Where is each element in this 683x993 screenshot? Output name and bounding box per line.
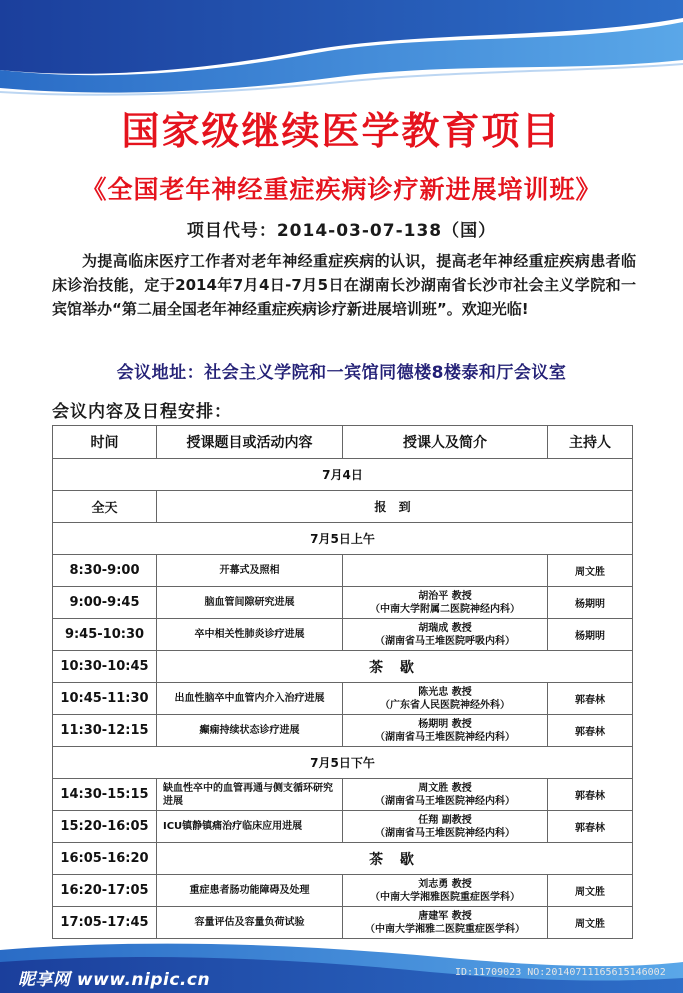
speaker-cell bbox=[343, 683, 548, 715]
table-header-row bbox=[53, 426, 633, 459]
time-cell: 11:30-12:15 bbox=[53, 715, 157, 747]
table-row bbox=[53, 907, 633, 939]
topic-cell: 开幕式及照相 bbox=[157, 555, 343, 587]
day-label: 7月5日下午 bbox=[53, 747, 633, 779]
time-cell: 15:20-16:05 bbox=[53, 811, 157, 843]
time-cell: 14:30-15:15 bbox=[53, 779, 157, 811]
table-row bbox=[53, 587, 633, 619]
time-cell: 16:20-17:05 bbox=[53, 875, 157, 907]
time-cell: 9:45-10:30 bbox=[53, 619, 157, 651]
watermark-logo[interactable]: 昵享网 www.nipic.cn bbox=[18, 970, 211, 990]
time-cell: 10:30-10:45 bbox=[53, 651, 157, 683]
table-row bbox=[53, 491, 633, 523]
speaker-affiliation: （广东省人民医院神经外科） bbox=[380, 699, 510, 711]
topic-cell: 卒中相关性肺炎诊疗进展 bbox=[157, 619, 343, 651]
time-cell: 16:05-16:20 bbox=[53, 843, 157, 875]
speaker-cell bbox=[343, 619, 548, 651]
speaker-affiliation: （中南大学附属二医院神经内科） bbox=[370, 603, 520, 615]
speaker-cell bbox=[343, 715, 548, 747]
speaker-name: 唐建军 教授 bbox=[418, 910, 472, 922]
speaker-affiliation: （中南大学湘雅医院重症医学科） bbox=[370, 891, 520, 903]
time-cell: 9:00-9:45 bbox=[53, 587, 157, 619]
topic-cell: 容量评估及容量负荷试验 bbox=[157, 907, 343, 939]
table-row bbox=[53, 779, 633, 811]
table-row bbox=[53, 683, 633, 715]
topic-cell: 重症患者肠功能障碍及处理 bbox=[157, 875, 343, 907]
watermark-id: ID:11709023 NO:20140711165615146002 bbox=[455, 967, 666, 978]
topic-cell: 癫痫持续状态诊疗进展 bbox=[157, 715, 343, 747]
time-cell: 8:30-9:00 bbox=[53, 555, 157, 587]
speaker-name: 周文胜 教授 bbox=[418, 782, 472, 794]
speaker-affiliation: （湖南省马王堆医院神经内科） bbox=[375, 795, 515, 807]
break-row bbox=[53, 651, 633, 683]
host-cell: 周文胜 bbox=[548, 555, 633, 587]
speaker-cell bbox=[343, 587, 548, 619]
speaker-cell bbox=[343, 907, 548, 939]
header-time: 时间 bbox=[53, 426, 157, 459]
speaker-name: 杨期明 教授 bbox=[418, 718, 472, 730]
break-label: 茶 歇 bbox=[157, 843, 633, 875]
table-row bbox=[53, 619, 633, 651]
break-row bbox=[53, 843, 633, 875]
header-speaker: 授课人及简介 bbox=[343, 426, 548, 459]
day-row bbox=[53, 747, 633, 779]
speaker-cell bbox=[343, 811, 548, 843]
header-host: 主持人 bbox=[548, 426, 633, 459]
host-cell: 周文胜 bbox=[548, 907, 633, 939]
topic-cell: 缺血性卒中的血管再通与侧支循环研究进展 bbox=[157, 779, 343, 811]
host-cell: 杨期明 bbox=[548, 587, 633, 619]
day-label: 7月4日 bbox=[53, 459, 633, 491]
speaker-affiliation: （湖南省马王堆医院神经内科） bbox=[375, 731, 515, 743]
table-row bbox=[53, 875, 633, 907]
speaker-cell bbox=[343, 555, 548, 587]
topic-cell: 出血性脑卒中血管内介入治疗进展 bbox=[157, 683, 343, 715]
speaker-name: 胡瑞成 教授 bbox=[418, 622, 472, 634]
time-cell: 10:45-11:30 bbox=[53, 683, 157, 715]
speaker-name: 任翔 副教授 bbox=[418, 814, 472, 826]
schedule-table bbox=[52, 425, 633, 939]
day-row bbox=[53, 523, 633, 555]
activity-cell: 报 到 bbox=[157, 491, 633, 523]
host-cell: 郭春林 bbox=[548, 779, 633, 811]
table-row bbox=[53, 555, 633, 587]
project-code: 项目代号：2014-03-07-138（国） bbox=[186, 221, 497, 241]
topic-cell: ICU镇静镇痛治疗临床应用进展 bbox=[157, 811, 343, 843]
schedule-heading: 会议内容及日程安排： bbox=[52, 402, 232, 422]
break-label: 茶 歇 bbox=[157, 651, 633, 683]
speaker-affiliation: （湖南省马王堆医院神经内科） bbox=[375, 827, 515, 839]
speaker-name: 胡治平 教授 bbox=[418, 590, 472, 602]
host-cell: 杨期明 bbox=[548, 619, 633, 651]
speaker-cell bbox=[343, 875, 548, 907]
header-content: 授课题目或活动内容 bbox=[157, 426, 343, 459]
venue-line: 会议地址：社会主义学院和一宾馆同德楼8楼泰和厅会议室 bbox=[116, 363, 567, 383]
course-subtitle: 《全国老年神经重症疾病诊疗新进展培训班》 bbox=[81, 175, 602, 204]
day-label: 7月5日上午 bbox=[53, 523, 633, 555]
host-cell: 郭春林 bbox=[548, 715, 633, 747]
day-row bbox=[53, 459, 633, 491]
topic-cell: 脑血管间隙研究进展 bbox=[157, 587, 343, 619]
intro-paragraph: 为提高临床医疗工作者对老年神经重症疾病的认识，提高老年神经重症疾病患者临床诊治技能，定于2014年7月4日-7月5日在湖南长沙湖南省长沙市社会主义学院和一宾馆举办“第二届全国老年神经重症疾病诊疗新进展培训班”。欢迎光临! bbox=[52, 252, 636, 318]
speaker-affiliation: （中南大学湘雅二医院重症医学科） bbox=[365, 923, 525, 935]
speaker-cell bbox=[343, 779, 548, 811]
speaker-affiliation: （湖南省马王堆医院呼吸内科） bbox=[375, 635, 515, 647]
page-title: 国家级继续医学教育项目 bbox=[121, 109, 562, 153]
speaker-name: 刘志勇 教授 bbox=[418, 878, 472, 890]
host-cell: 周文胜 bbox=[548, 875, 633, 907]
time-cell: 全天 bbox=[53, 491, 157, 523]
table-row bbox=[53, 715, 633, 747]
host-cell: 郭春林 bbox=[548, 811, 633, 843]
host-cell: 郭春林 bbox=[548, 683, 633, 715]
table-row bbox=[53, 811, 633, 843]
time-cell: 17:05-17:45 bbox=[53, 907, 157, 939]
speaker-name: 陈光忠 教授 bbox=[418, 686, 472, 698]
